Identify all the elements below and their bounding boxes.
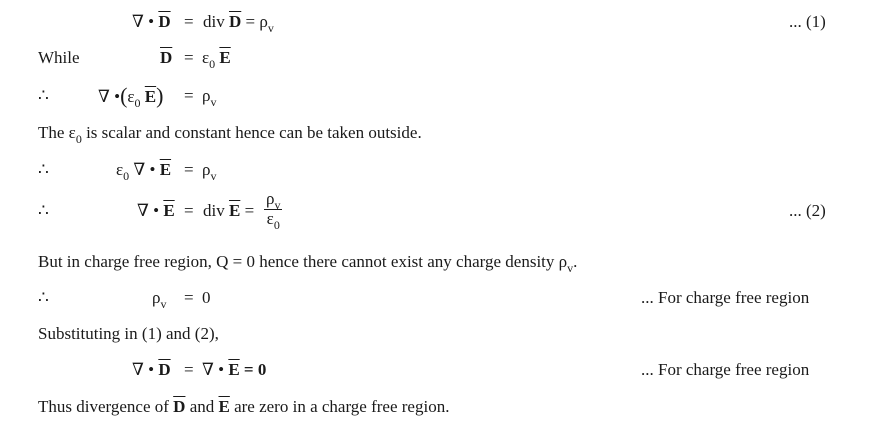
paragraph-charge-free: But in charge free region, Q = 0 hence there cannot exist any charge density $\rho_v$. [38,252,578,275]
therefore-symbol: ∴ [38,201,49,220]
equation-1: ∇ • $\overline{D}$ [132,12,171,31]
therefore-symbol: ∴ [38,288,49,307]
equals-sign: = [184,201,194,220]
equation-6-rhs: div $\overline{E}$ = [203,201,255,220]
zero-value: 0 [202,288,211,307]
equation-6-lhs: ∇ • $\overline{E}$ [137,201,175,220]
d-vector: $\overline{D}$ [160,48,173,67]
rho-v: $\rho_v$ [202,86,217,109]
equals-sign: = [184,160,194,179]
paragraph-scalar: The $\varepsilon_0$ is scalar and constant hence can be taken outside. [38,123,422,146]
equation-5-lhs: $\varepsilon_0$ ∇ • $\overline{E}$ [116,160,172,183]
therefore-symbol: ∴ [38,160,49,179]
paragraph-conclusion: Thus divergence of $\overline{D}$ and $\overline{E}$ are zero in a charge free region. [38,397,450,416]
equation-2-rhs: $\varepsilon_0$ $\overline{E}$ [202,48,231,71]
condition-note: ... For charge free region [641,360,810,379]
equation-number-2: ... (2) [789,201,826,220]
equation-10-lhs: ∇ • $\overline{D}$ [132,360,171,379]
equals-sign: = [184,288,194,307]
while-label: While [38,48,80,67]
therefore-symbol: ∴ [38,86,49,105]
equals-sign: = [184,48,194,67]
paragraph-substituting: Substituting in (1) and (2), [38,324,219,343]
fraction-rho-over-epsilon: $\frac{\rho_v}{\varepsilon_0}$ [266,189,281,232]
equals-sign: = [184,360,194,379]
equation-1-rhs: div $\overline{D} = \rho_v$ [203,12,274,35]
equation-3-lhs: ∇ $•(\varepsilon_0$ $\overline{E}$) [98,83,164,110]
rho-v: $\rho_v$ [152,288,167,311]
rho-v: $\rho_v$ [202,160,217,183]
equals-sign: = [184,12,194,31]
equation-number-1: ... (1) [789,12,826,31]
equation-10-rhs: ∇ • $\overline{E} = 0$ [202,360,267,379]
condition-note: ... For charge free region [641,288,810,307]
equals-sign: = [184,86,194,105]
